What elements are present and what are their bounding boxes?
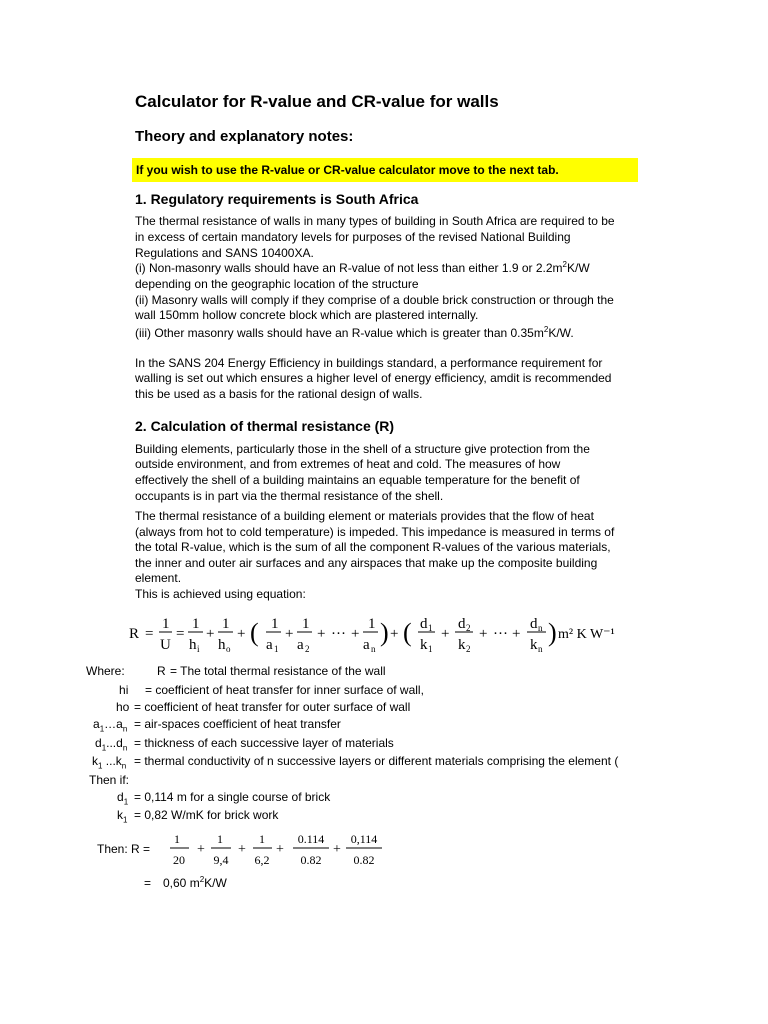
paragraph-line: this be used as a basis for the rational design of walls. [135, 387, 423, 401]
eq-sub: i [197, 644, 200, 654]
eq-plus: + [351, 626, 360, 642]
then-if-label: Then if: [89, 773, 130, 787]
eq-sub: 1 [274, 644, 279, 654]
result-value [163, 876, 227, 890]
eq-sub: n [538, 623, 543, 633]
where-symbol-a: $a_1\dots a_n$ [93, 717, 128, 734]
where-definition: = air-spaces coefficient of heat transfer [134, 717, 341, 731]
eq-a: a [297, 637, 304, 653]
calc-numerator: 1 [217, 832, 223, 846]
where-definition: = thickness of each successive layer of materials [134, 736, 394, 750]
calc-denominator: 20 [173, 853, 185, 867]
given-definition: = 0,114 m for a single course of brick [134, 790, 331, 804]
eq-paren: ( [403, 618, 412, 647]
paragraph-line: The thermal resistance of a building element or materials provides that the flow of heat [135, 509, 594, 523]
calc-plus: + [333, 842, 341, 857]
page-subtitle: Theory and explanatory notes: [135, 128, 354, 145]
given-symbol-d1: $d_1$ [117, 790, 129, 807]
notice-banner-text: If you wish to use the R-value or CR-value calculator move to the next tab. [136, 163, 559, 177]
eq-sub: 2 [466, 623, 471, 633]
eq-dots: ··· [493, 626, 508, 642]
eq-a: a [363, 637, 370, 653]
eq-paren: ( [250, 618, 259, 647]
paragraph-line: the inner and outer air surfaces and any airspaces that make up the composite building [135, 556, 598, 570]
eq-paren: ) [380, 618, 389, 647]
eq-plus: + [285, 626, 294, 642]
paragraph-line: outside environment, and from extremes of heat and cold. The measures of how [135, 457, 561, 471]
paragraph-line: The thermal resistance of walls in many types of building in South Africa are required to be [135, 214, 615, 228]
eq-d: d [530, 616, 538, 632]
where-symbol-d: $d_1...d_n$ [95, 736, 128, 753]
eq-sub: n [371, 644, 376, 654]
eq-sub: 2 [466, 644, 471, 654]
calc-denominator: 0.82 [300, 853, 322, 867]
eq-num: 1 [162, 616, 170, 632]
eq-plus: + [390, 626, 399, 642]
eq-plus: + [237, 626, 246, 642]
eq-sub: 1 [428, 623, 433, 633]
eq-U: U [160, 637, 171, 653]
paragraph-line: element. [135, 571, 182, 585]
paragraph-line: In the SANS 204 Energy Efficiency in buildings standard, a performance requirement for [135, 356, 603, 370]
paragraph-text: (i) Non-masonry walls should have an R-value of not less than either 1.9 or 2.2m [135, 261, 563, 275]
eq-num: 1 [192, 616, 200, 632]
eq-units: m² K W⁻¹ [558, 627, 615, 642]
calc-denominator: 6,2 [254, 853, 270, 867]
eq-num: 1 [368, 616, 376, 632]
paragraph-line: depending on the geographic location of the structure [135, 277, 419, 291]
eq-sub: 2 [305, 644, 310, 654]
calc-plus: + [197, 842, 205, 857]
result-text: 0,60 m [163, 876, 200, 890]
paragraph-text: (iii) Other masonry walls should have an R-value which is greater than 0.35m [135, 326, 544, 340]
eq-sub: 1 [428, 644, 433, 654]
eq-num: 1 [302, 616, 310, 632]
paragraph-line: Regulations and SANS 10400XA. [135, 246, 314, 260]
calc-numerator: 0,114 [350, 832, 378, 846]
eq-d: d [458, 616, 466, 632]
where-symbol-hi: hi [119, 683, 129, 697]
paragraph-line: walling is set out which ensures a higher level of energy efficiency, amdit is recommended [135, 371, 612, 385]
eq-sub: n [538, 644, 543, 654]
eq-plus: + [479, 626, 488, 642]
where-intro: Where: [86, 664, 125, 678]
eq-h: h [218, 637, 226, 653]
eq-plus: + [512, 626, 521, 642]
paragraph-line: This is achieved using equation: [135, 587, 306, 601]
paragraph-line: (ii) Masonry walls will comply if they comprise of a double brick construction or through the [135, 293, 614, 307]
where-symbol-ho: ho [116, 700, 130, 714]
eq-plus: + [317, 626, 326, 642]
paragraph-line: the total R-value, which is the sum of all the component R-values of the various materials, [135, 540, 611, 554]
eq-num: 1 [222, 616, 230, 632]
where-definition: = The total thermal resistance of the wall [170, 664, 386, 678]
calc-numerator: 1 [259, 832, 265, 846]
eq-k: k [458, 637, 466, 653]
section-heading-regulatory: 1. Regulatory requirements is South Africa [135, 191, 419, 207]
calc-plus: + [238, 842, 246, 857]
paragraph-line: effectively the shell of a building maintains an equable temperature for the benefit of [135, 473, 580, 487]
then-label: Then: R = [97, 842, 151, 856]
eq-d: d [420, 616, 428, 632]
paragraph-line: occupants is in part via the thermal resistance of the shell. [135, 489, 444, 503]
unit-superscript: 2 [543, 325, 549, 334]
unit-text: K/W. [548, 326, 574, 340]
where-symbol-k: $k_1$ $...k_n$ [92, 754, 127, 771]
where-definition: = thermal conductivity of n successive layers or different materials comprising the element ( [134, 754, 619, 768]
calc-numerator: 1 [174, 832, 180, 846]
eq-equals: = [176, 626, 185, 642]
paragraph-line [135, 326, 574, 342]
calc-numerator: 0.114 [297, 832, 325, 846]
eq-sub: o [226, 644, 231, 654]
page-title: Calculator for R-value and CR-value for walls [135, 92, 499, 111]
where-definition: = coefficient of heat transfer for inner surface of wall, [145, 683, 424, 697]
eq-R: R [129, 626, 140, 642]
eq-k: k [420, 637, 428, 653]
paragraph-line [135, 261, 590, 277]
result-superscript: 2 [199, 875, 205, 884]
paragraph-line: Building elements, particularly those in the shell of a structure give protection from the [135, 442, 590, 456]
eq-paren: ) [548, 618, 557, 647]
eq-plus: + [206, 626, 215, 642]
unit-text: K/W [567, 261, 590, 275]
where-symbol-R: R [157, 664, 166, 678]
paragraph-line: in excess of certain mandatory levels for purposes of the revised National Building [135, 230, 571, 244]
given-definition: = 0,82 W/mK for brick work [134, 808, 279, 822]
where-definition: = coefficient of heat transfer for outer surface of wall [134, 700, 411, 714]
worked-calculation [165, 828, 395, 872]
given-symbol-k1: $k_1$ [117, 808, 128, 825]
result-unit: K/W [204, 876, 227, 890]
unit-superscript: 2 [562, 260, 567, 269]
eq-a: a [266, 637, 273, 653]
eq-equals: = [145, 626, 154, 642]
eq-k: k [530, 637, 538, 653]
paragraph-line: (always from hot to cold temperature) is impeded. This impedance is measured in terms of [135, 525, 615, 539]
eq-h: h [189, 637, 197, 653]
eq-plus: + [441, 626, 450, 642]
eq-num: 1 [271, 616, 279, 632]
eq-dots: ··· [331, 626, 346, 642]
calc-plus: + [276, 842, 284, 857]
calc-denominator: 9,4 [213, 853, 229, 867]
section-heading-thermal-resistance: 2. Calculation of thermal resistance (R) [135, 418, 395, 434]
result-equals: = [144, 876, 152, 890]
calc-denominator: 0.82 [353, 853, 375, 867]
thermal-resistance-equation [125, 608, 645, 658]
paragraph-line: wall 150mm hollow concrete block which are plastered internally. [135, 308, 479, 322]
